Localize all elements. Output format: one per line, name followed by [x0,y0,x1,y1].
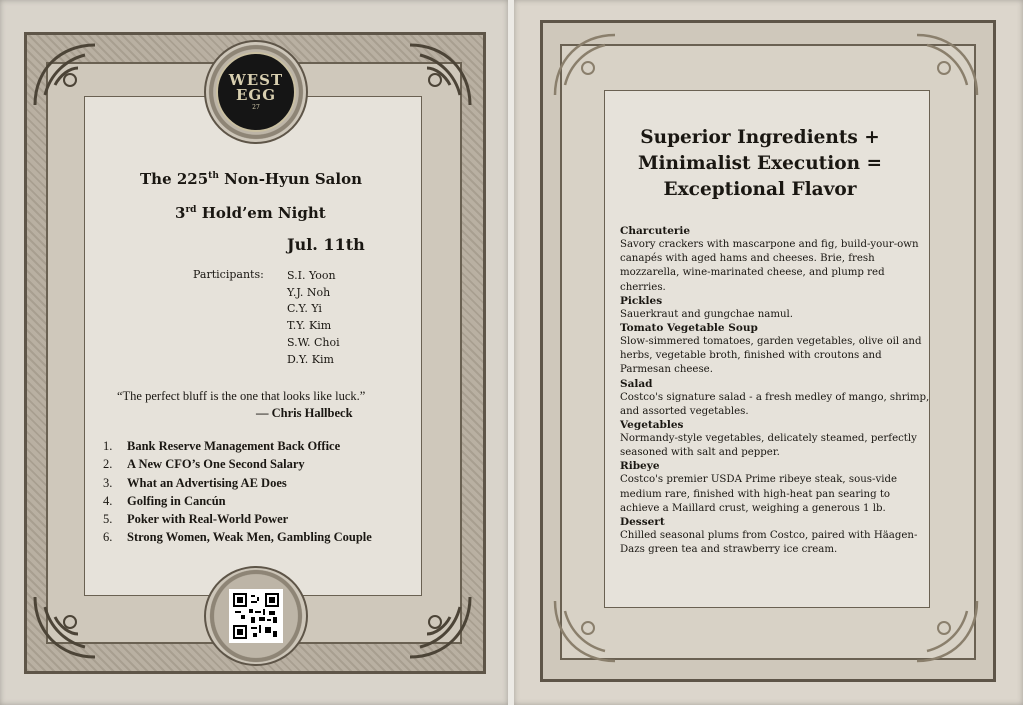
corner-scroll-ornament [405,592,475,662]
topic-item: 2. A New CFO’s One Second Salary [103,457,305,472]
menu-description: Savory crackers with mascarpone and fig, build-your-own canapés with aged hams and cheeses. Brie, fresh mozzarella, wine-marinated cheese, and plump red cherries. [620,239,919,293]
invitation-card [0,0,508,705]
menu-description: Sauerkraut and gungchae namul. [620,308,794,320]
corner-scroll-ornament [912,30,982,100]
logo-line-1: WEST [228,71,284,89]
menu-item [620,322,930,378]
menu-list [620,225,930,557]
menu-category: Charcuterie [620,225,691,237]
participant-name: S.I. Yoon [287,269,336,282]
corner-scroll-ornament [550,30,620,100]
menu-category: Dessert [620,516,665,529]
headline-line: Minimalist Execution = [638,153,882,174]
topic-item: 6. Strong Women, Weak Men, Gambling Couple [103,530,372,545]
menu-description: Costco's premier USDA Prime ribeye steak, sous-vide medium rare, finished with high-heat pan searing to achieve a Maillard crust, weighing a generous 1 lb. [620,474,898,514]
menu-item [620,516,930,557]
quote-author: — Chris Hallbeck [256,406,353,420]
corner-scroll-ornament [30,40,100,110]
menu-category: Pickles [620,294,663,307]
quote-text: “The perfect bluff is the one that looks like luck.” [117,389,366,403]
event-date: Jul. 11th [287,235,365,254]
menu-description: Slow-simmered tomatoes, garden vegetables, olive oil and herbs, vegetable broth, finished with croutons and Parmesan cheese. [620,336,922,376]
corner-scroll-ornament [405,40,475,110]
discussion-topics-list [103,437,372,547]
topic-item: 1. Bank Reserve Management Back Office [103,439,341,453]
qr-code-medallion [204,566,308,666]
participant-name: D.Y. Kim [287,352,334,366]
participant-name: S.W. Choi [287,335,340,349]
menu-headline [620,125,900,203]
logo-line-3: 27 [252,104,260,111]
participant-name: C.Y. Yi [287,302,322,316]
west-egg-logo-medallion [204,40,308,144]
participant-name: T.Y. Kim [287,319,332,333]
topic-item: 5. Poker with Real-World Power [103,512,289,527]
participants-label: Participants: [193,268,264,281]
holdem-night-title: 3rd Hold’em Night [175,204,326,222]
menu-item [620,460,930,516]
headline-line: Exceptional Flavor [663,179,857,200]
menu-description: Costco's signature salad - a fresh medley of mango, shrimp, and assorted vegetables. [620,391,930,417]
west-egg-logo [216,52,296,132]
menu-item [620,225,930,295]
corner-scroll-ornament [30,592,100,662]
menu-description: Normandy-style vegetables, delicately steamed, perfectly seasoned with salt and pepper. [620,433,917,459]
menu-category: Salad [620,377,653,390]
menu-item [620,419,930,460]
participants-list [287,268,340,368]
menu-description: Chilled seasonal plums from Costco, paired with Häagen-Dazs green tea and strawberry ice cream. [620,530,918,556]
corner-scroll-ornament [912,596,982,666]
menu-category: Ribeye [620,460,660,473]
participant-name: Y.J. Noh [287,285,331,299]
topic-item: 3. What an Advertising AE Does [103,475,287,490]
menu-category: Vegetables [620,419,684,432]
salon-title: The 225th Non-Hyun Salon [140,170,363,188]
menu-item [620,295,930,322]
topic-item: 4. Golfing in Cancún [103,493,226,508]
menu-item [620,378,930,419]
menu-category: Tomato Vegetable Soup [620,322,758,335]
logo-line-2: EGG [235,86,277,104]
headline-line: Superior Ingredients + [640,127,880,148]
corner-scroll-ornament [550,596,620,666]
qr-code[interactable] [229,589,283,643]
